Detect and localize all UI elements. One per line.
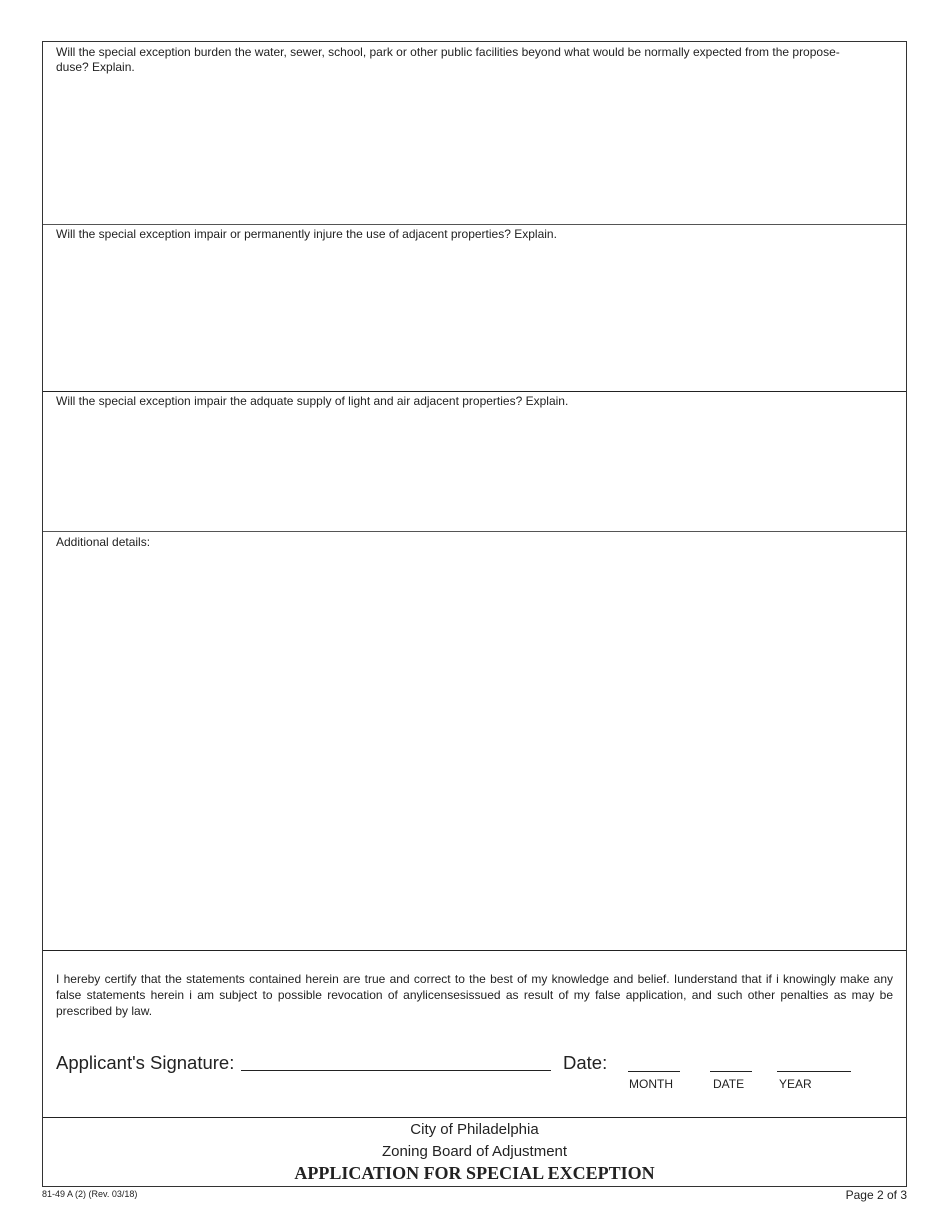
footer-board: Zoning Board of Adjustment [381, 1143, 568, 1160]
date-label: Date: [563, 1052, 608, 1073]
form-frame [42, 41, 907, 1187]
additional-details-section [43, 532, 906, 951]
question-3-section [43, 392, 906, 532]
question-1-section [43, 42, 906, 225]
question-3-prompt: Will the special exception impair the adquate supply of light and air adjacent properties? Explain. [56, 394, 569, 408]
question-1-prompt: Will the special exception burden the water, sewer, school, park or other public facilities beyond what would be normally expected from the propose-duse? Explain. [56, 45, 840, 74]
footer-city: City of Philadelphia [410, 1121, 539, 1138]
question-2-prompt: Will the special exception impair or permanently injure the use of adjacent properties? Explain. [56, 227, 557, 241]
form-number: 81-49 A (2) (Rev. 03/18) [42, 1189, 138, 1199]
question-2-answer-field[interactable] [43, 245, 906, 391]
form-title: APPLICATION FOR SPECIAL EXCEPTION [294, 1163, 655, 1183]
month-caption: MONTH [629, 1077, 673, 1091]
month-field[interactable] [628, 1071, 680, 1072]
signature-label: Applicant's Signature: [56, 1052, 235, 1073]
additional-details-prompt: Additional details: [56, 535, 151, 549]
day-field[interactable] [710, 1071, 752, 1072]
additional-details-field[interactable] [43, 552, 906, 950]
page-number: Page 2 of 3 [845, 1188, 907, 1202]
question-3-answer-field[interactable] [43, 412, 906, 531]
certification-text: I hereby certify that the statements contained herein are true and correct to the best of my knowledge and belief. Iunderstand that if i knowingly make any false statements herein i am subject to possible revocation of anylicensesissued as result of my false application, and such other penalties as may be prescribed by law. [56, 972, 893, 1018]
year-field[interactable] [777, 1071, 851, 1072]
day-caption: DATE [713, 1077, 745, 1091]
certification-section [43, 951, 906, 1118]
question-1-answer-field[interactable] [43, 76, 906, 224]
signature-field[interactable] [241, 1070, 551, 1071]
year-caption: YEAR [779, 1077, 812, 1091]
question-2-section [43, 225, 906, 392]
